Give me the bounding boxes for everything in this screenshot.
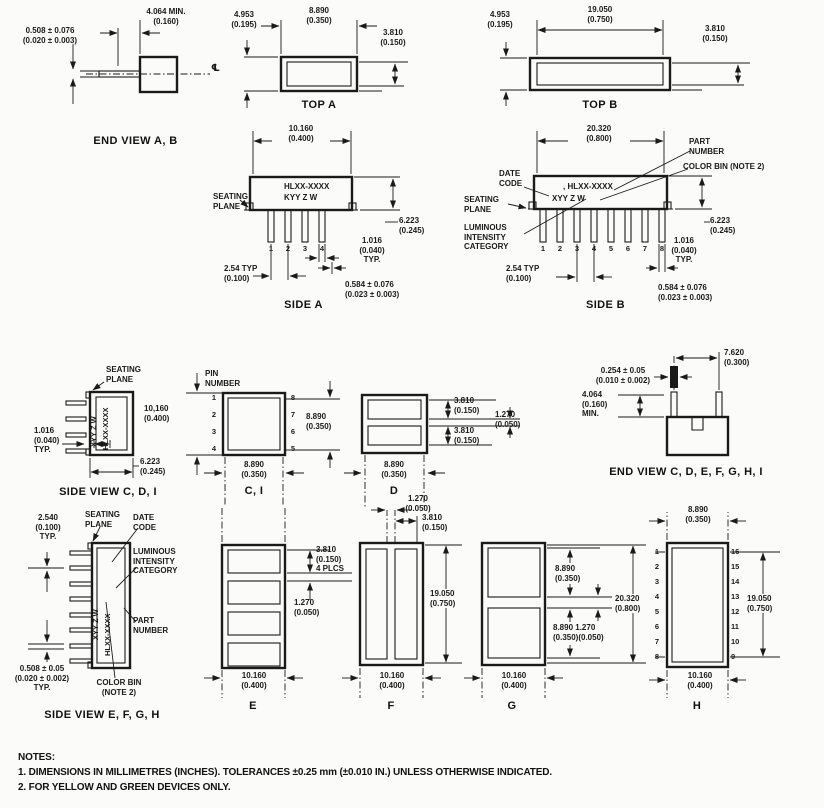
side-b-lead-thickness-dim: 0.584 ± 0.076 (0.023 ± 0.003)	[658, 283, 713, 302]
pin-number: 5	[290, 444, 296, 453]
side-a-lead-width-dim: 1.016 (0.040) TYP.	[359, 236, 385, 264]
top-a-height-dim: 4.953 (0.195)	[231, 10, 257, 29]
end-ab-label: END VIEW A, B	[93, 135, 178, 147]
notes-title: NOTES:	[18, 752, 55, 763]
e-label: E	[249, 700, 257, 712]
end-rest-min-dim: 4.064 (0.160) MIN.	[582, 390, 608, 418]
pin-number: 7	[290, 410, 296, 419]
pin-number: 3	[302, 244, 308, 253]
efgh-label: SIDE VIEW E, F, G, H	[44, 709, 160, 721]
e-segment-dim: 3.810 (0.150) 4 PLCS	[316, 545, 345, 573]
cdi-marking-vertical-1: XYY Z W	[89, 416, 98, 447]
ci-lens-dim: 8.890 (0.350)	[306, 412, 332, 431]
ci-width-dim: 8.890 (0.350)	[241, 460, 267, 479]
pin-number: 16	[731, 547, 740, 556]
view-d-linework	[344, 395, 520, 508]
end-rest-span-dim: 7.620 (0.300)	[724, 348, 750, 367]
side-a-width-dim: 10.160 (0.400)	[272, 124, 330, 143]
side-b-seating-plane-callout: SEATING PLANE	[464, 195, 499, 214]
cdi-label: SIDE VIEW C, D, I	[59, 486, 157, 498]
side-b-pitch-dim: 2.54 TYP (0.100)	[506, 264, 540, 283]
pin-number: 2	[285, 244, 291, 253]
end-rest-label: END VIEW C, D, E, F, G, H, I	[609, 466, 763, 478]
efgh-lead-dim: 0.508 ± 0.05 (0.020 ± 0.002) TYP.	[14, 664, 70, 692]
efgh-color-bin-callout: COLOR BIN (NOTE 2)	[96, 678, 142, 697]
e-gap-dim: 1.270 (0.050)	[294, 598, 320, 617]
top-b-label: TOP B	[582, 99, 618, 111]
d-segment-bottom-dim: 3.810 (0.150)	[454, 426, 480, 445]
g-label: G	[507, 700, 517, 712]
pin-number: 3	[574, 244, 580, 253]
side-b-label: SIDE B	[585, 299, 626, 311]
pin-number: 9	[731, 652, 736, 661]
pin-number: 5	[654, 607, 660, 616]
h-width-dim: 10.160 (0.400)	[687, 671, 713, 690]
side-b-part-number-callout: PART NUMBER	[689, 137, 725, 156]
top-a-lens-dim: 3.810 (0.150)	[380, 28, 406, 47]
efgh-marking-vertical-2: HLXX-XXXX	[103, 613, 112, 656]
g-width-dim: 10.160 (0.400)	[501, 671, 527, 690]
side-a-seating-plane-callout: SEATING PLANE	[213, 192, 248, 211]
pin-number: 4	[211, 444, 217, 453]
pin-number: 7	[642, 244, 648, 253]
efgh-seating-plane-callout: SEATING PLANE	[85, 510, 120, 529]
side-b-width-dim: 20.320 (0.800)	[568, 124, 630, 143]
view-e-linework	[204, 508, 352, 698]
g-segment-top-dim: 8.890 (0.350)	[555, 564, 581, 583]
pin-number: 3	[654, 577, 660, 586]
top-b-width-dim: 19.050 (0.750)	[587, 5, 613, 24]
pin-number: 11	[731, 622, 739, 631]
side-b-lead-width-dim: 1.016 (0.040) TYP.	[671, 236, 697, 264]
pin-number: 2	[211, 410, 217, 419]
side-b-body-height-dim: 6.223 (0.245)	[710, 216, 736, 235]
pin-number: 1	[268, 244, 274, 253]
cdi-lead-dim: 1.016 (0.040) TYP.	[34, 426, 60, 454]
g-segment-bottom-dim: 8.890 1.270 (0.350)(0.050)	[553, 623, 604, 642]
ci-label: C, I	[244, 485, 264, 497]
pin-number: 2	[654, 562, 660, 571]
ci-pin-number-callout: PIN NUMBER	[205, 369, 241, 388]
side-a-marking-line1: HLXX-XXXX	[284, 182, 330, 191]
pin-number: 7	[654, 637, 660, 646]
pin-number: 2	[557, 244, 563, 253]
h-label: H	[692, 700, 702, 712]
h-top-dim: 8.890 (0.350)	[685, 505, 711, 524]
f-segment-dim: 3.810 (0.150)	[422, 513, 448, 532]
side-view-efgh-linework	[28, 527, 138, 678]
pin-number: 6	[290, 427, 296, 436]
efgh-marking-vertical-1: XYY Z W	[91, 609, 100, 640]
h-pin-span-dim: 19.050 (0.750)	[747, 594, 773, 613]
pin-number: 12	[731, 607, 740, 616]
pin-number: 1	[211, 393, 217, 402]
pin-number: 4	[319, 244, 325, 253]
d-width-dim: 8.890 (0.350)	[381, 460, 407, 479]
d-label: D	[389, 485, 399, 497]
side-a-lead-thickness-dim: 0.584 ± 0.076 (0.023 ± 0.003)	[345, 280, 400, 299]
efgh-part-number-callout: PART NUMBER	[133, 616, 169, 635]
pin-number: 8	[654, 652, 660, 661]
side-b-marking-line2: XYY Z W	[552, 194, 585, 203]
side-a-label: SIDE A	[284, 299, 323, 311]
pin-number: 14	[731, 577, 740, 586]
pin-number: 1	[540, 244, 546, 253]
efgh-pitch-dim: 2.540 (0.100) TYP.	[35, 513, 61, 541]
pin-number: 5	[608, 244, 614, 253]
f-width-dim: 10.160 (0.400)	[379, 671, 405, 690]
end-ab-min-dim: 4.064 MIN. (0.160)	[146, 7, 186, 26]
f-label: F	[387, 700, 395, 712]
side-a-marking-line2: KYY Z W	[284, 193, 318, 202]
top-a-width-dim: 8.890 (0.350)	[306, 6, 332, 25]
cdi-seating-plane-callout: SEATING PLANE	[106, 365, 141, 384]
e-width-dim: 10.160 (0.400)	[241, 671, 267, 690]
pin-number: 3	[211, 427, 217, 436]
side-a-body-height-dim: 6.223 (0.245)	[399, 216, 425, 235]
pin-number: 8	[659, 244, 665, 253]
pin-number: 1	[654, 547, 660, 556]
side-b-date-code-callout: DATE CODE	[499, 169, 523, 188]
d-gap-dim: 1.270 (0.050)	[495, 410, 521, 429]
pin-number: 15	[731, 562, 740, 571]
f-height-dim: 19.050 (0.750)	[430, 589, 456, 608]
side-a-pitch-dim: 2.54 TYP (0.100)	[224, 264, 258, 283]
g-height-dim: 20.320 (0.800)	[615, 594, 641, 613]
pin-number: 6	[625, 244, 631, 253]
note-2: 2. FOR YELLOW AND GREEN DEVICES ONLY.	[18, 782, 231, 793]
cdi-marking-vertical-2: HLXX-XXXX	[101, 407, 110, 450]
efgh-luminous-callout: LUMINOUS INTENSITY CATEGORY	[133, 547, 178, 575]
pin-number: 10	[731, 637, 740, 646]
end-ab-lead-dim: 0.508 ± 0.076 (0.020 ± 0.003)	[22, 26, 78, 45]
pin-number: 13	[731, 592, 740, 601]
pin-number: 4	[591, 244, 597, 253]
side-b-marking-line1: , HLXX-XXXX	[563, 182, 613, 191]
pin-number: 6	[654, 622, 660, 631]
top-a-label: TOP A	[301, 99, 337, 111]
note-1: 1. DIMENSIONS IN MILLIMETRES (INCHES). TOLERANCES ±0.25 mm (±0.010 IN.) UNLESS OTHERWISE INDICATED.	[18, 767, 552, 778]
top-b-height-dim: 4.953 (0.195)	[487, 10, 513, 29]
pin-number: 8	[290, 393, 296, 402]
cdi-depth-dim: 6.223 (0.245)	[140, 457, 166, 476]
side-b-luminous-callout: LUMINOUS INTENSITY CATEGORY	[464, 223, 509, 251]
side-b-color-bin-callout: COLOR BIN (NOTE 2)	[683, 162, 765, 171]
end-rest-lead-dim: 0.254 ± 0.05 (0.010 ± 0.002)	[595, 366, 651, 385]
pin-number: 4	[654, 592, 660, 601]
f-gap-dim: 1.270 (0.050)	[405, 494, 431, 513]
centerline-symbol: ℄	[211, 63, 220, 74]
ci-height-dim: 10,160 (0.400)	[144, 404, 170, 423]
top-b-lens-dim: 3.810 (0.150)	[702, 24, 728, 43]
efgh-date-code-callout: DATE CODE	[133, 513, 157, 532]
d-segment-top-dim: 3.810 (0.150)	[454, 396, 480, 415]
